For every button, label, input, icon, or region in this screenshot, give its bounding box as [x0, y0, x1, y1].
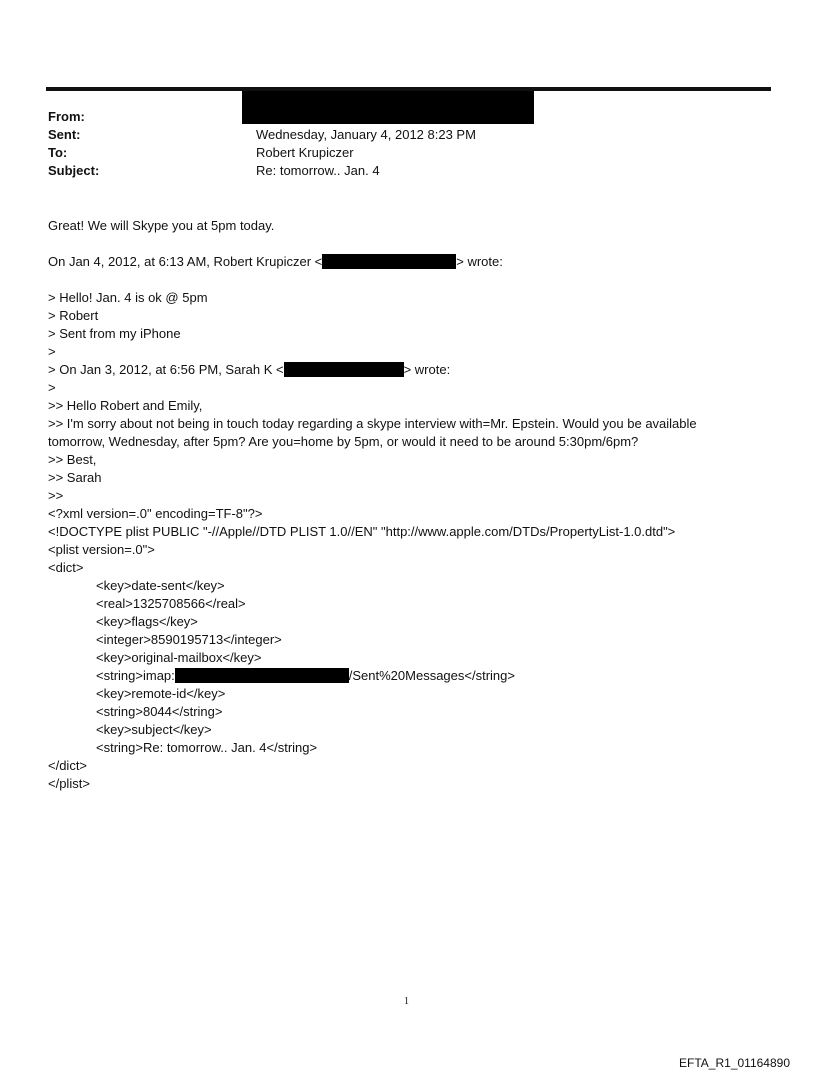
xml-line: <integer>8590195713</integer>: [96, 632, 282, 647]
xml-line: <key>original-mailbox</key>: [96, 650, 262, 665]
xml-imap-start: <string>imap:: [96, 668, 175, 683]
body-line: >: [48, 380, 56, 395]
subject-value: Re: tomorrow.. Jan. 4: [256, 163, 380, 178]
to-value: Robert Krupiczer: [256, 145, 354, 160]
xml-line: <dict>: [48, 560, 84, 575]
body-line: >>: [48, 488, 64, 503]
xml-line: <?xml version=.0" encoding=TF-8"?>: [48, 506, 263, 521]
subject-label: Subject:: [48, 163, 100, 178]
xml-line: <plist version=.0">: [48, 542, 155, 557]
xml-line: <real>1325708566</real>: [96, 596, 246, 611]
body-line: > Hello! Jan. 4 is ok @ 5pm: [48, 290, 208, 305]
body-line: Great! We will Skype you at 5pm today.: [48, 218, 275, 233]
body-line: >> Sarah: [48, 470, 102, 485]
body-line: >: [48, 344, 56, 359]
quote-header-robert: [48, 253, 503, 271]
quote-header-wrote: > wrote:: [403, 362, 451, 377]
redaction-bar: [175, 668, 349, 683]
xml-line: <string>8044</string>: [96, 704, 223, 719]
xml-line: <key>date-sent</key>: [96, 578, 225, 593]
sent-label: Sent:: [48, 127, 81, 142]
xml-line: <!DOCTYPE plist PUBLIC "-//Apple//DTD PLIST 1.0//EN" "http://www.apple.com/DTDs/PropertyList-1.0.dtd">: [48, 524, 676, 539]
quote-header-sarah: [48, 361, 450, 379]
xml-line: <key>remote-id</key>: [96, 686, 226, 701]
xml-line: <string>Re: tomorrow.. Jan. 4</string>: [96, 740, 318, 755]
xml-line: </dict>: [48, 758, 88, 773]
sent-value: Wednesday, January 4, 2012 8:23 PM: [256, 127, 476, 142]
body-line: >> I'm sorry about not being in touch today regarding a skype interview with=Mr. Epstein. Would you be available: [48, 416, 697, 431]
quote-header-wrote: > wrote:: [456, 254, 503, 269]
xml-line: </plist>: [48, 776, 90, 791]
redaction-bar: [284, 362, 404, 377]
xml-line: <key>subject</key>: [96, 722, 212, 737]
from-label: From:: [48, 109, 85, 124]
body-line: >> Best,: [48, 452, 97, 467]
document-id: EFTA_R1_01164890: [679, 1056, 790, 1070]
body-line: >> Hello Robert and Emily,: [48, 398, 203, 413]
body-line: tomorrow, Wednesday, after 5pm? Are you=home by 5pm, or would it need to be around 5:30pm/6pm?: [48, 434, 639, 449]
xml-line-imap: [48, 667, 515, 685]
xml-imap-end: /Sent%20Messages</string>: [348, 668, 515, 683]
xml-line: <key>flags</key>: [96, 614, 198, 629]
body-line: > Sent from my iPhone: [48, 326, 181, 341]
quote-header-text: On Jan 4, 2012, at 6:13 AM, Robert Krupiczer <: [48, 254, 323, 269]
redaction-bar: [322, 254, 456, 269]
page-number: 1: [404, 996, 409, 1007]
body-line: > Robert: [48, 308, 99, 323]
to-label: To:: [48, 145, 68, 160]
redaction-bar-from: [242, 91, 534, 124]
quote-header-text: > On Jan 3, 2012, at 6:56 PM, Sarah K <: [48, 362, 284, 377]
